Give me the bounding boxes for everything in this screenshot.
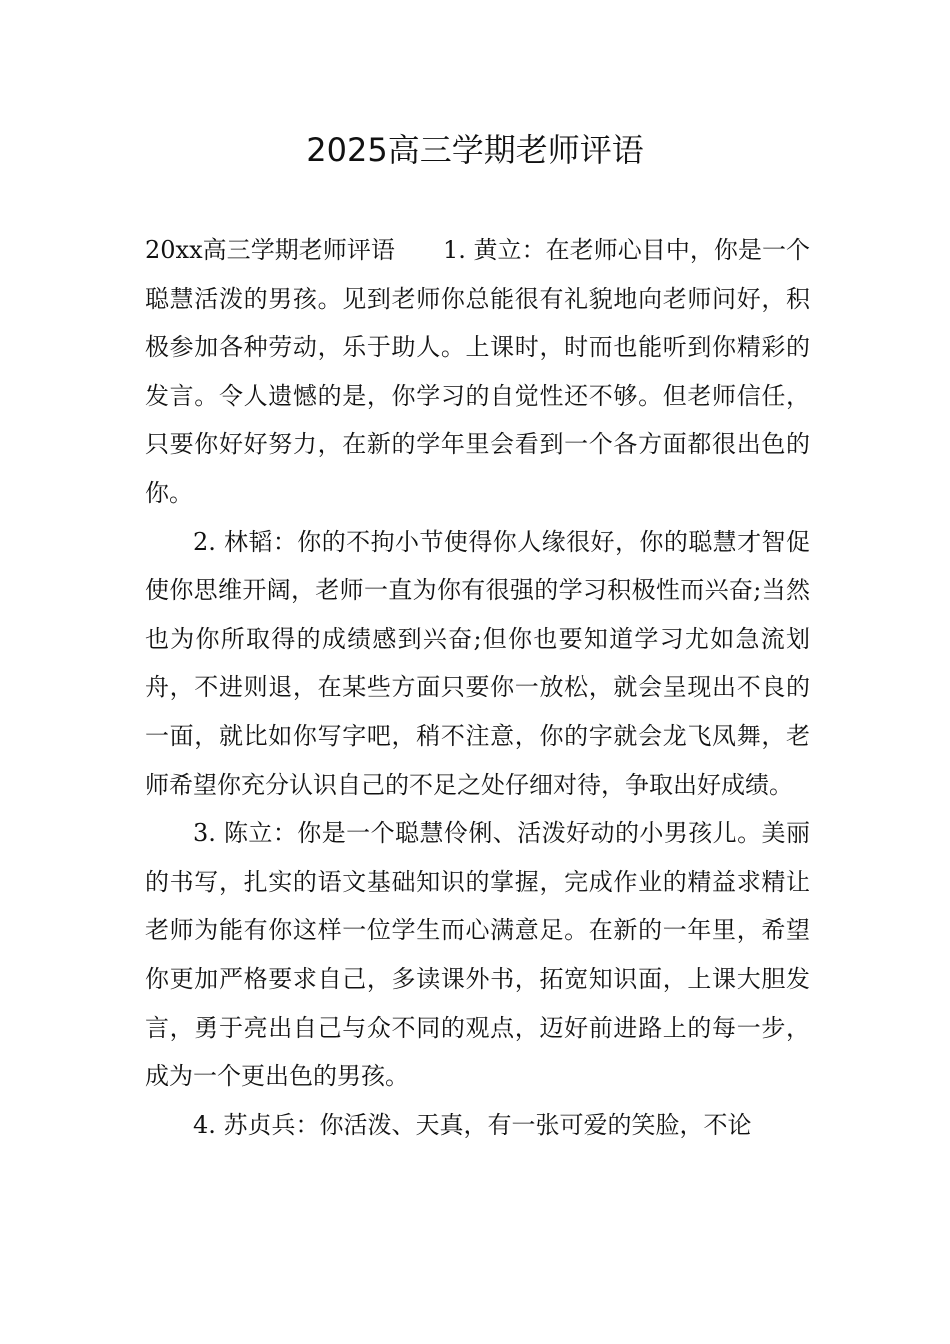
document-title: 2025高三学期老师评语 [306,131,644,169]
paragraph-3: 3. 陈立：你是一个聪慧伶俐、活泼好动的小男孩儿。美丽的书写，扎实的语文基础知识的掌握，完成作业的精益求精让老师为能有你这样一位学生而心满意足。在新的一年里，希望你更加严格要求自己，多读课外书，拓宽知识面，上课大胆发言，勇于亮出自己与众不同的观点，迈好前进路上的每一步，成为一个更出色的男孩。 [145,819,810,1091]
paragraph-2: 2. 林韬：你的不拘小节使得你人缘很好，你的聪慧才智促使你思维开阔，老师一直为你有很强的学习积极性而兴奋;当然也为你所取得的成绩感到兴奋;但你也要知道学习尤如急流划舟，不进则退，在某些方面只要你一放松，就会呈现出不良的一面，就比如你写字吧，稍不注意，你的字就会龙飞凤舞，老师希望你充分认识自己的不足之处仔细对待，争取出好成绩。 [145,527,810,799]
intro-heading: 20xx高三学期老师评语 [145,236,395,264]
paragraph-1 [145,226,810,518]
document-body [145,226,810,1149]
paragraph-1-text: 1. 黄立：在老师心目中，你是一个聪慧活泼的男孩。见到老师你总能很有礼貌地向老师问好，积极参加各种劳动，乐于助人。上课时，时而也能听到你精彩的发言。令人遗憾的是，你学习的自觉性还不够。但老师信任，只要你好好努力，在新的学年里会看到一个各方面都很出色的你。 [145,236,811,507]
paragraph-4: 4. 苏贞兵：你活泼、天真，有一张可爱的笑脸，不论 [193,1110,752,1139]
